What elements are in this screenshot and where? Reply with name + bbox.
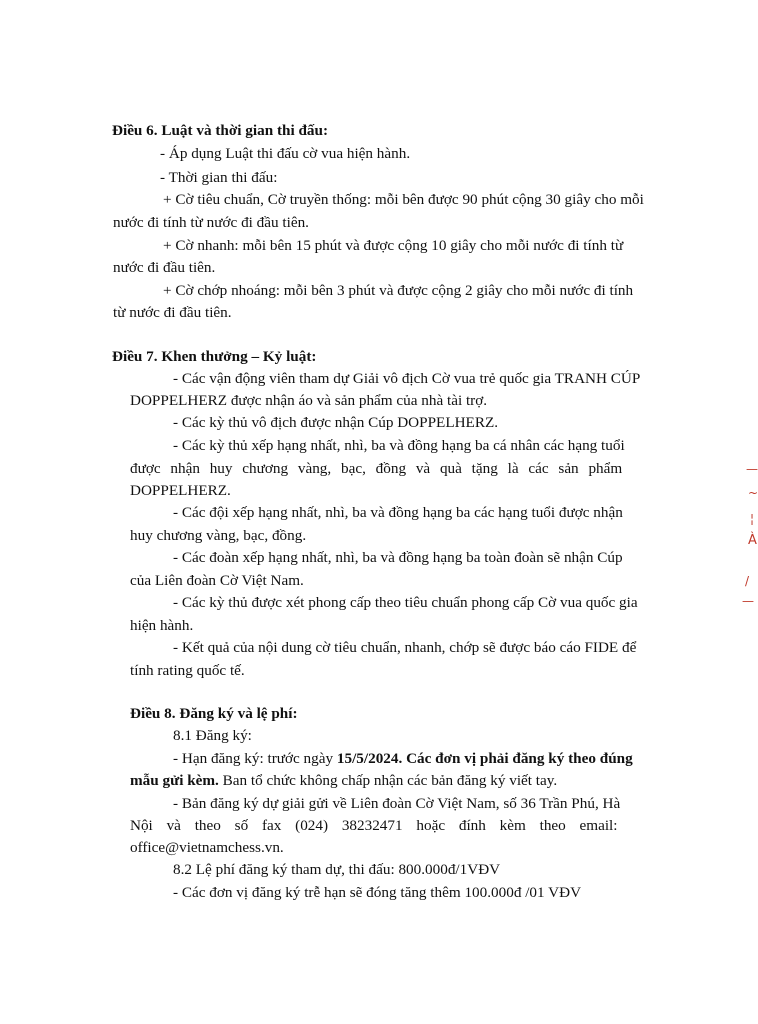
- article-7-line: tính rating quốc tế.: [130, 662, 245, 679]
- deadline-prefix: - Hạn đăng ký: trước ngày: [173, 750, 337, 767]
- article-8-subheading: 8.2 Lệ phí đăng ký tham dự, thi đấu: 800.000đ/1VĐV: [173, 861, 501, 878]
- article-7-line: huy chương vàng, bạc, đồng.: [130, 527, 307, 544]
- registration-deadline-line: [173, 749, 633, 769]
- article-8-subheading: 8.1 Đăng ký:: [173, 727, 252, 744]
- registration-form-line: [130, 771, 557, 791]
- article-6-heading: Điều 6. Luật và thời gian thi đấu:: [112, 122, 329, 139]
- deadline-date: 15/5/2024: [336, 750, 399, 767]
- margin-letter-mark: À: [748, 533, 757, 548]
- article-8-line: - Bản đăng ký dự giải gửi về Liên đoàn Cờ Việt Nam, số 36 Trần Phú, Hà: [173, 795, 621, 812]
- article-7-line: DOPPELHERZ.: [130, 482, 231, 499]
- article-6-line: + Cờ chớp nhoáng: mỗi bên 3 phút và được cộng 2 giây cho mỗi nước đi tính: [163, 282, 634, 299]
- article-7-line: DOPPELHERZ được nhận áo và sản phẩm của nhà tài trợ.: [130, 392, 488, 409]
- article-7-line: - Các kỳ thủ xếp hạng nhất, nhì, ba và đồng hạng ba cá nhân các hạng tuổi: [173, 437, 625, 454]
- email-address: office@vietnamchess.vn.: [130, 839, 284, 856]
- margin-dash-mark: /: [745, 574, 750, 588]
- article-7-line: - Các kỳ thủ vô địch được nhận Cúp DOPPELHERZ.: [173, 414, 499, 431]
- article-7-line: hiện hành.: [130, 617, 194, 634]
- article-6-line: - Áp dụng Luật thi đấu cờ vua hiện hành.: [160, 145, 411, 162]
- article-8-line: Nội và theo số fax (024) 38232471 hoặc đính kèm theo email:: [130, 817, 618, 834]
- margin-dash-mark: ~: [748, 486, 758, 500]
- margin-dash-mark: —: [746, 462, 758, 476]
- article-6-line: - Thời gian thi đấu:: [160, 169, 278, 186]
- article-6-line: nước đi đầu tiên.: [113, 259, 216, 276]
- article-7-line: của Liên đoàn Cờ Việt Nam.: [130, 572, 304, 589]
- article-8-heading: Điều 8. Đăng ký và lệ phí:: [130, 705, 298, 722]
- article-8-line: - Các đơn vị đăng ký trễ hạn sẽ đóng tăng thêm 100.000đ /01 VĐV: [173, 884, 582, 901]
- article-7-line: được nhận huy chương vàng, bạc, đồng và quà tặng là các sản phẩm: [130, 460, 623, 477]
- article-6-line: nước đi tính từ nước đi đầu tiên.: [113, 214, 309, 231]
- article-7-line: - Các đội xếp hạng nhất, nhì, ba và đồng hạng ba các hạng tuổi được nhận: [173, 504, 623, 521]
- form-note-bold: mẫu gửi kèm.: [130, 772, 219, 789]
- article-6-line: từ nước đi đầu tiên.: [113, 304, 232, 321]
- margin-dash-mark: —: [742, 594, 754, 608]
- article-7-heading: Điều 7. Khen thưởng – Kỷ luật:: [112, 348, 317, 365]
- article-7-line: - Các đoàn xếp hạng nhất, nhì, ba và đồng hạng ba toàn đoàn sẽ nhận Cúp: [173, 549, 623, 566]
- form-note: Ban tổ chức không chấp nhận các bản đăng ký viết tay.: [218, 772, 558, 789]
- article-7-line: - Kết quả của nội dung cờ tiêu chuẩn, nhanh, chớp sẽ được báo cáo FIDE để: [173, 639, 637, 656]
- article-6-line: + Cờ tiêu chuẩn, Cờ truyền thống: mỗi bên được 90 phút cộng 30 giây cho mỗi: [163, 191, 644, 208]
- article-7-line: - Các vận động viên tham dự Giải vô địch Cờ vua trẻ quốc gia TRANH CÚP: [173, 370, 641, 387]
- deadline-note: . Các đơn vị phải đăng ký theo đúng: [398, 750, 633, 767]
- article-7-line: - Các kỳ thủ được xét phong cấp theo tiêu chuẩn phong cấp Cờ vua quốc gia: [173, 594, 638, 611]
- article-6-line: + Cờ nhanh: mỗi bên 15 phút và được cộng 10 giây cho mỗi nước đi tính từ: [163, 237, 624, 254]
- margin-tick-mark: ¦: [750, 512, 755, 526]
